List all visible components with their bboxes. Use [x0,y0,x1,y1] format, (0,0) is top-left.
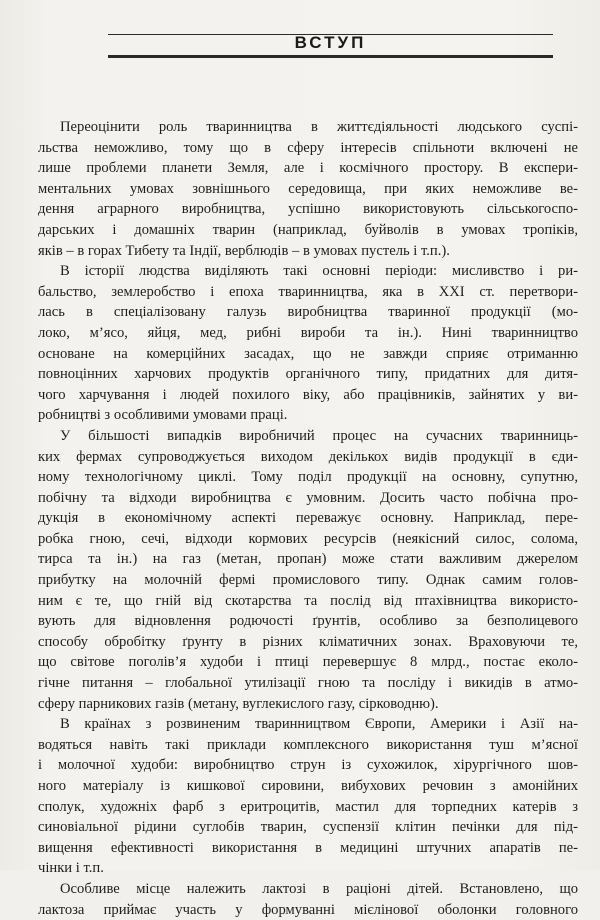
text-line: тирса та ін.) на газ (метан, пропан) може стати важливим джерелом [38,551,578,568]
text-line: робництві з особливими умовами праці. [38,407,288,424]
text-line: способу обробітку ґрунту в різних кліматичних зонах. Враховуючи те, [38,633,578,650]
text-line: дарських і домашніх тварин (наприклад, буйволів в умовах тропіків, [38,221,578,238]
text-line: повноцінних харчових продуктів органічного типу, придатних для дитя- [38,366,578,383]
text-line: що світове поголів’я худоби і птиці перевершує 8 млрд., постає еколо- [38,654,578,671]
text-line: вищення ефективності використання в медицині штучних апаратів пе- [38,839,578,856]
text-line: і молочної худоби: виробництво струн із сухожилок, хірургічного шов- [38,757,578,774]
text-line: дення аграрного виробництва, успішно використовують сільськогоспо- [38,201,578,218]
text-line: водяться навіть такі приклади комплексного використання туш м’ясної [38,736,578,753]
text-line: сферу парникових газів (метану, вуглекислого газу, сірководню). [38,695,439,712]
text-line: вують для відновлення родючості ґрунтів, особливо за безполицевого [38,613,578,630]
heading-box [108,34,553,52]
text-line: ментальних умовах зовнішнього середовища, при яких неможливе ве- [38,180,578,197]
text-line: сполук, художніх фарб з еритроцитів, мастил для торпедних катерів з [38,798,578,815]
text-line: локо, м’ясо, яйця, мед, рибні вироби та ін.). Нині тваринництво [38,324,578,341]
text-line: дукція в економічному аспекті переважує основну. Наприклад, пере- [38,510,578,527]
text-line: Особливе місце належить лактозі в раціоні дітей. Встановлено, що [60,880,578,897]
text-line: робка гною, сечі, відходи кормових ресурсів (неякісний силос, солома, [38,530,578,547]
text-line: синовіальної рідини суглобів тварин, суспензії клітин печінки для під- [38,819,578,836]
text-line: В країнах з розвиненим тваринництвом Європи, Америки і Азії на- [60,716,578,733]
body-text [38,117,578,920]
text-line: лактоза приймає участь у формуванні мієлінової оболонки головного [38,901,578,918]
text-line: прибутку на молочній фермі промислового типу. Однак самим голов- [38,572,578,589]
text-line: побічну та відходи виробництва є умовним. Досить часто побічна про- [38,489,578,506]
text-line: бальство, землеробство і епоха тваринництва, яка в XXI ст. перетвори- [38,283,578,300]
text-line: лише проблеми планети Земля, але і космічного простору. В експери- [38,160,578,177]
text-line: основане на комерційних засадах, що не завжди сприяє отриманню [38,345,578,362]
text-line: В історії людства виділяють такі основні періоди: мисливство і ри- [60,263,578,280]
text-line: Переоцінити роль тваринництва в життєдіяльності людського суспі- [60,119,578,135]
text-line: чого харчування і людей похилого віку, або працівників, зайнятих у ви- [38,386,578,403]
text-line: ного матеріалу із кишкової сировини, вибухових речовин з амонійних [38,778,578,794]
text-line: льства неможливо, тому що в сферу інтересів спільноти включені не [38,139,578,156]
text-line: ним є те, що гній від скотарства та послід від птахівництва використо- [38,592,578,609]
text-line: яків – в горах Тибету та Індії, верблюдів – в умовах пустель і т.п.). [38,242,450,259]
heading-bottom-rule [108,55,553,58]
text-line: У більшості випадків виробничий процес на сучасних тваринниць- [60,427,578,444]
text-line: чінки і т.п. [38,860,104,877]
text-line: гічне питання – глобальної утилізації гною та посліду і викидів в атмо- [38,675,578,692]
text-line: ких фермах супроводжується виходом декількох видів продукції в єди- [38,448,578,465]
text-line: лась в спеціалізовану галузь виробництва тваринної продукції (мо- [38,304,578,321]
text-line: ному технологічному циклі. Тому поділ продукції на основну, супутню, [38,469,578,486]
section-heading: ВСТУП [294,33,367,52]
